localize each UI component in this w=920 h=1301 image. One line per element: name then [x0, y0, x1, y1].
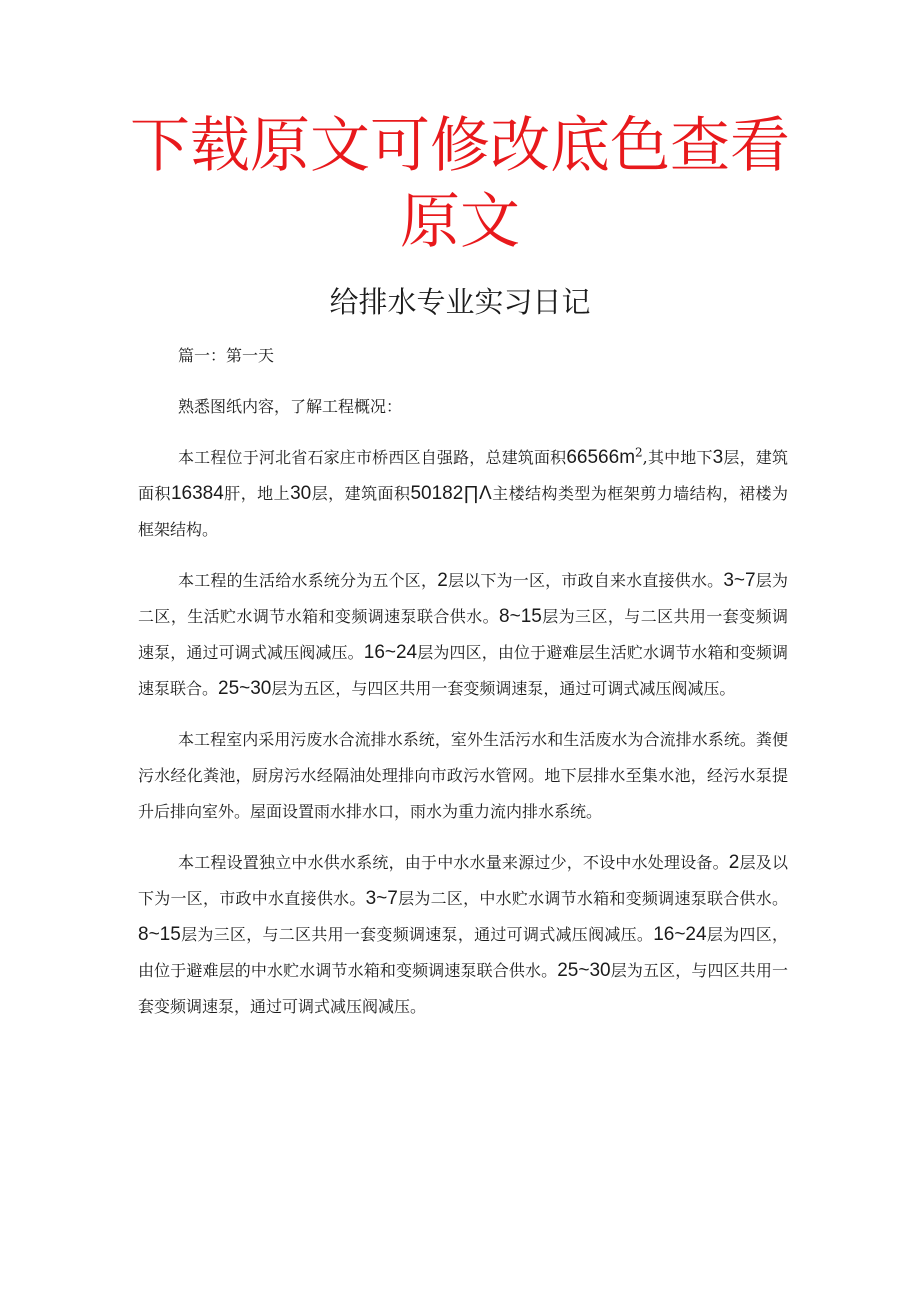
page-title: 给排水专业实习日记	[329, 285, 591, 319]
text-run: 层为四区，由位于避难层生活贮水调节水箱和变频调速泵联合。	[138, 643, 788, 698]
text-run: 主楼结构类型为框架剪力墙结构，裙楼为框架结构。	[138, 484, 788, 539]
text-run: 层为二区，中水贮水调节水箱和变频调速泵联合供水。	[397, 889, 788, 908]
download-banner[interactable]	[0, 108, 920, 260]
text-run: 本工程设置独立中水供水系统，由于中水水量来源过少，不设中水处理设备。	[178, 853, 729, 872]
intro-paragraph: 熟悉图纸内容，了解工程概况：	[178, 397, 403, 416]
above-area-value: 50182∏Λ	[410, 483, 492, 504]
text-run: 层，建筑面积	[138, 448, 788, 503]
superscript: 2	[635, 445, 643, 460]
banner-line-2: 原文	[400, 187, 520, 257]
text-run: 层为四区，由位于避难层的中水贮水调节水箱和变频调速泵联合供水。	[138, 925, 788, 980]
text-run: 本工程的生活给水系统分为五个区，	[178, 571, 438, 590]
document-body	[138, 338, 788, 1040]
text-run: 层及以下为一区，市政中水直接供水。	[138, 853, 788, 908]
total-area-value: 66566m	[566, 447, 636, 468]
text-run: 本工程位于河北省石家庄市桥西区自强路，总建筑面积	[178, 448, 567, 467]
basement-area-value: 16384	[170, 483, 224, 504]
text-run: 层为二区，生活贮水调节水箱和变频调速泵联合供水。	[138, 571, 788, 626]
text-run: 层为五区，与四区共用一套变频调速泵，通过可调式减压阀减压。	[271, 679, 736, 698]
text-run: 肝，地上	[223, 484, 291, 503]
zone-floor-value: 16~24	[653, 924, 707, 945]
zone-floor-value: 25~30	[218, 678, 272, 699]
zone-floor-value: 3~7	[723, 570, 756, 591]
paragraph-water-supply	[138, 563, 788, 707]
section-heading: 篇一：第一天	[178, 346, 275, 365]
zone-floor-value: 8~15	[138, 924, 181, 945]
text-run: ,其中地下	[642, 448, 713, 467]
text-run: 层以下为一区，市政自来水直接供水。	[447, 571, 724, 590]
above-floors-value: 30	[290, 483, 312, 504]
zone-floor-value: 25~30	[557, 960, 611, 981]
paragraph-drainage: 本工程室内采用污废水合流排水系统，室外生活污水和生活废水为合流排水系统。粪便污水经化粪池，厨房污水经隔油处理排向市政污水管网。地下层排水至集水池，经污水泵提升后排向室外。屋面设置雨水排水口，雨水为重力流内排水系统。	[138, 730, 788, 821]
banner-line-1: 下载原文可修改底色查看	[130, 111, 790, 181]
paragraph-project-overview	[138, 440, 788, 548]
text-run: 层为五区，与四区共用一套变频调速泵，通过可调式减压阀减压。	[138, 961, 788, 1016]
zone-floor-value: 3~7	[365, 888, 398, 909]
zone-floor-value: 8~15	[499, 606, 542, 627]
text-run: 层，建筑面积	[311, 484, 411, 503]
text-run: 层为三区，与二区共用一套变频调速泵，通过可调式减压阀减压。	[138, 607, 788, 662]
paragraph-reclaimed-water	[138, 845, 788, 1025]
zone-floor-value: 16~24	[363, 642, 418, 663]
basement-floors-value: 3	[712, 447, 724, 468]
zone-floor-value: 2	[437, 570, 448, 591]
zone-floor-value: 2	[728, 852, 740, 873]
text-run: 层为三区，与二区共用一套变频调速泵，通过可调式减压阀减压。	[180, 925, 654, 944]
